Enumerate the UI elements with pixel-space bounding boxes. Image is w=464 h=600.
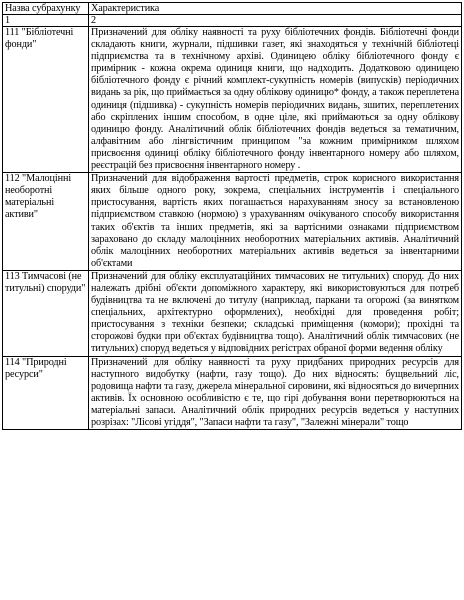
table-header-row xyxy=(3,3,462,15)
subaccount-description: Призначений для обліку наявності та руху бібліотечних фондів. Бібліотечні фонди складають книги, журнали, підшивки газет, які знаходяться у технічній бібліотеці підприємства та в технічному архіві. Одиницею обліку бібліотечного фонду є примірник - кожна окрема одиниця книги, що надходить. Додатковою одиницею бібліотечного фонду є річний комплект-сукупність номерів (випусків) періодичних видань за рік, що приймається за одну облікову одиницю* фонду, а також переплетена одиниця (підшивка) - сукупність номерів періодичних видань, зшитих, переплетених або скріплених іншим способом, в одне ціле, які приймаються за одну облікову одиницю фонду. Аналітичний облік бібліотечних фондів ведеться за тематичним, алфавітним або лінгвістичним принципом "за кожним примірником шляхом присвоєння одиниці обліку бібліотечного фонду інвентарного номеру або шляхом, реєстрацій без присвоєння інвентарного номеру . xyxy=(89,27,462,173)
column-number-row xyxy=(3,15,462,27)
subaccounts-table xyxy=(2,2,462,430)
subaccount-name: 111 "Бібліотечні фонди" xyxy=(3,27,89,173)
column-number-2: 2 xyxy=(89,15,462,27)
header-characteristic: Характеристика xyxy=(89,3,462,15)
header-subaccount-name: Назва субрахунку xyxy=(3,3,89,15)
subaccount-description: Призначений для обліку експлуатаційних тимчасових не титульних) споруд. До них належать дрібні об'єкти допоміжного характеру, які використовуються для потреб будівництва та не включені до титулу (наприклад, паркани та огорожі (за винятком спеціальних, архітектурно оформлених), необхідні для проведення робіт; пристосування з техніки безпеки; складські приміщення (комори); прохідні та сторожові будки при об'єктах будівництва тощо). Аналітичний облік тимчасових (не титульних) споруд ведеться у відповідних регістрах обраної форми ведення обліку xyxy=(89,270,462,356)
subaccount-name: 113 Тимчасові (не титульні) споруди" xyxy=(3,270,89,356)
table-row xyxy=(3,173,462,271)
subaccount-description: Призначений для обліку наявності та руху придбаних природних ресурсів для наступного видобутку (нафти, газу тощо). До них відносять: бущвельний ліс, родовища нафти та газу, джерела мінеральної сировини, які відносяться до вичерпних активів. Їх основною особливістю є те, що гірі добування вони перетворюються на матеріальні запаси. Аналітичний облік природних ресурсів ведеться у наступних розрізах: "Лісові угіддя", "Запаси нафти та газу", "Залежні мінерали" тощо xyxy=(89,356,462,430)
subaccount-description: Призначений для відображення вартості предметів, строк корисного використання яких більше одного року, зокрема, спеціальних інструментів і спеціального пристосування, вартість яких погашається нарахуванням зносу за встановленою підприємством ставкою (нормою) з урахуванням очікуваного способу використання таких об'єктів та інших предметів, які за вартісними ознаками підприємством зараховано до складу малоцінних необоротних матеріальних активів. Аналітичний облік малоцінних необоротних матеріальних активів ведеться за інвентарними об'єктами xyxy=(89,173,462,271)
table-row xyxy=(3,270,462,356)
table-row xyxy=(3,356,462,430)
subaccount-name: 114 "Природні ресурси" xyxy=(3,356,89,430)
table-row xyxy=(3,27,462,173)
subaccount-name: 112 "Малоцінні необоротні матеріальні активи" xyxy=(3,173,89,271)
column-number-1: 1 xyxy=(3,15,89,27)
